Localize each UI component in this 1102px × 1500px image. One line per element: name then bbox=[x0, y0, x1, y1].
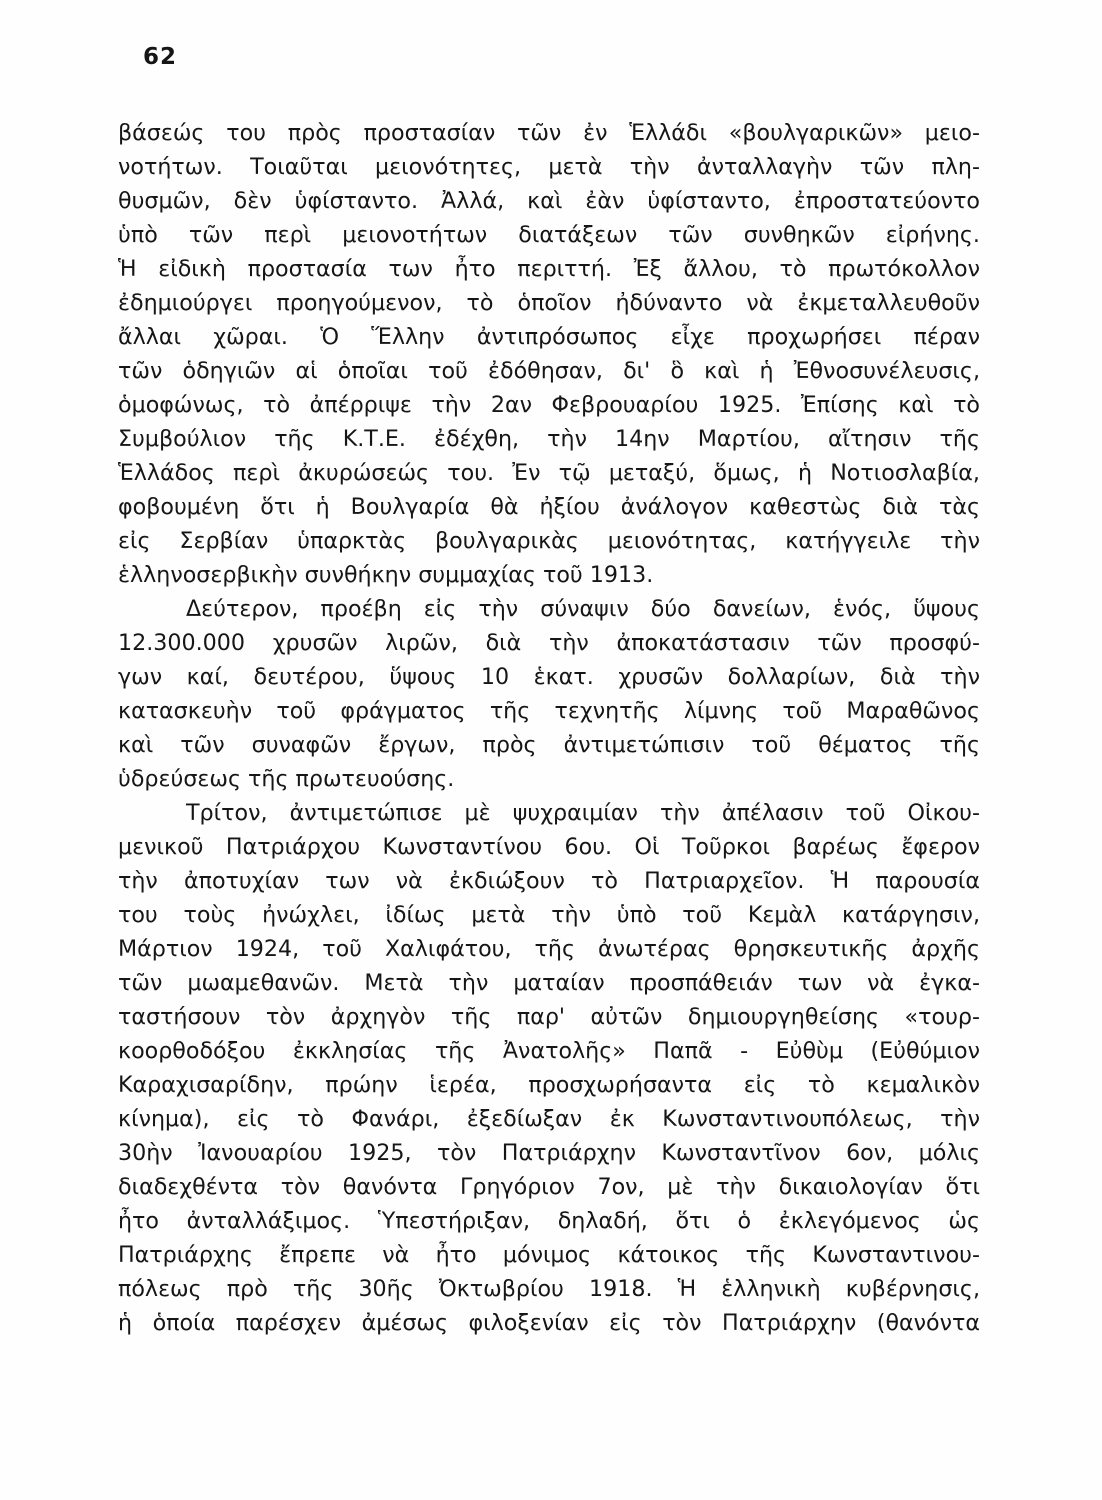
text-line: ἡ ὁποία παρέσχεν ἀμέσως φιλοξενίαν εἰς τὸν Πατριάρχην (θανόντα bbox=[118, 1310, 980, 1336]
text-line: ὁμοφώνως, τὸ ἀπέρριψε τὴν 2αν Φεβρουαρίου 1925. Ἐπίσης καὶ τὸ bbox=[118, 392, 980, 418]
paragraph-start: Τρίτον, ἀντιμετώπισε μὲ ψυχραιμίαν τὴν ἀπέλασιν τοῦ Οἰκου- bbox=[186, 800, 980, 826]
text-line: βάσεώς του πρὸς προστασίαν τῶν ἐν Ἑλλάδι «βουλγαρικῶν» μειο- bbox=[118, 120, 980, 146]
text-line: του τοὺς ἠνώχλει, ἰδίως μετὰ τὴν ὑπὸ τοῦ Κεμὰλ κατάργησιν, bbox=[118, 902, 980, 928]
text-line: Καραχισαρίδην, πρώην ἱερέα, προσχωρήσαντα εἰς τὸ κεμαλικὸν bbox=[118, 1072, 980, 1098]
text-line: ἑλληνοσερβικὴν συνθήκην συμμαχίας τοῦ 1913. bbox=[118, 562, 654, 588]
text-line: γων καί, δευτέρου, ὕψους 10 ἑκατ. χρυσῶν δολλαρίων, διὰ τὴν bbox=[118, 664, 980, 690]
text-line: διαδεχθέντα τὸν θανόντα Γρηγόριον 7ον, μὲ τὴν δικαιολογίαν ὅτι bbox=[118, 1174, 980, 1200]
text-line: Πατριάρχης ἔπρεπε νὰ ἦτο μόνιμος κάτοικος τῆς Κωνσταντινου- bbox=[118, 1242, 980, 1268]
text-line: ἦτο ἀνταλλάξιμος. Ὑπεστήριξαν, δηλαδή, ὅτι ὁ ἐκλεγόμενος ὡς bbox=[118, 1208, 980, 1234]
text-line: θυσμῶν, δὲν ὑφίσταντο. Ἀλλά, καὶ ἐὰν ὑφίσταντο, ἐπροστατεύοντο bbox=[118, 188, 980, 214]
text-line: ὑπὸ τῶν περὶ μειονοτήτων διατάξεων τῶν συνθηκῶν εἰρήνης. bbox=[118, 222, 980, 248]
text-line: ταστήσουν τὸν ἀρχηγὸν τῆς παρ' αὐτῶν δημιουργηθείσης «τουρ- bbox=[118, 1004, 980, 1030]
text-line: κοορθοδόξου ἐκκλησίας τῆς Ἀνατολῆς» Παπᾶ - Εὐθὺμ (Εὐθύμιον bbox=[118, 1038, 980, 1064]
text-line: Ἑλλάδος περὶ ἀκυρώσεώς του. Ἐν τῷ μεταξύ, ὅμως, ἡ Νοτιοσλαβία, bbox=[118, 460, 980, 486]
text-line: 30ὴν Ἰανουαρίου 1925, τὸν Πατριάρχην Κωνσταντῖνον 6ον, μόλις bbox=[118, 1140, 980, 1166]
text-line: 12.300.000 χρυσῶν λιρῶν, διὰ τὴν ἀποκατάστασιν τῶν προσφύ- bbox=[118, 630, 980, 656]
text-line: Ἡ εἰδικὴ προστασία των ἦτο περιττή. Ἐξ ἄλλου, τὸ πρωτόκολλον bbox=[118, 256, 980, 282]
text-line: ἐδημιούργει προηγούμενον, τὸ ὁποῖον ἠδύναντο νὰ ἐκμεταλλευθοῦν bbox=[118, 290, 980, 316]
text-line: φοβουμένη ὅτι ἡ Βουλγαρία θὰ ἠξίου ἀνάλογον καθεστὼς διὰ τὰς bbox=[118, 494, 980, 520]
text-line: κίνημα), εἰς τὸ Φανάρι, ἐξεδίωξαν ἐκ Κωνσταντινουπόλεως, τὴν bbox=[118, 1106, 980, 1132]
text-line: νοτήτων. Τοιαῦται μειονότητες, μετὰ τὴν ἀνταλλαγὴν τῶν πλη- bbox=[118, 154, 980, 180]
text-line: κατασκευὴν τοῦ φράγματος τῆς τεχνητῆς λίμνης τοῦ Μαραθῶνος bbox=[118, 698, 980, 724]
text-line: καὶ τῶν συναφῶν ἔργων, πρὸς ἀντιμετώπισιν τοῦ θέματος τῆς bbox=[118, 732, 980, 758]
text-line: Μάρτιον 1924, τοῦ Χαλιφάτου, τῆς ἀνωτέρας θρησκευτικῆς ἀρχῆς bbox=[118, 936, 980, 962]
text-line: ἄλλαι χῶραι. Ὁ Ἕλλην ἀντιπρόσωπος εἶχε προχωρήσει πέραν bbox=[118, 324, 980, 350]
text-line: ὑδρεύσεως τῆς πρωτευούσης. bbox=[118, 766, 455, 792]
text-line: εἰς Σερβίαν ὑπαρκτὰς βουλγαρικὰς μειονότητας, κατήγγειλε τὴν bbox=[118, 528, 980, 554]
text-line: τῶν ὁδηγιῶν αἱ ὁποῖαι τοῦ ἐδόθησαν, δι' ὃ καὶ ἡ Ἐθνοσυνέλευσις, bbox=[118, 358, 980, 384]
text-line: τὴν ἀποτυχίαν των νὰ ἐκδιώξουν τὸ Πατριαρχεῖον. Ἡ παρουσία bbox=[118, 868, 980, 894]
text-line: πόλεως πρὸ τῆς 30ῆς Ὀκτωβρίου 1918. Ἡ ἑλληνικὴ κυβέρνησις, bbox=[118, 1276, 980, 1302]
text-line: τῶν μωαμεθανῶν. Μετὰ τὴν ματαίαν προσπάθειάν των νὰ ἐγκα- bbox=[118, 970, 980, 996]
paragraph-start: Δεύτερον, προέβη εἰς τὴν σύναψιν δύο δανείων, ἑνός, ὕψους bbox=[186, 596, 980, 622]
text-line: μενικοῦ Πατριάρχου Κωνσταντίνου 6ου. Οἱ Τοῦρκοι βαρέως ἔφερον bbox=[118, 834, 980, 860]
page-number: 62 bbox=[143, 44, 178, 70]
text-line: Συμβούλιον τῆς Κ.Τ.Ε. ἐδέχθη, τὴν 14ην Μαρτίου, αἴτησιν τῆς bbox=[118, 426, 980, 452]
